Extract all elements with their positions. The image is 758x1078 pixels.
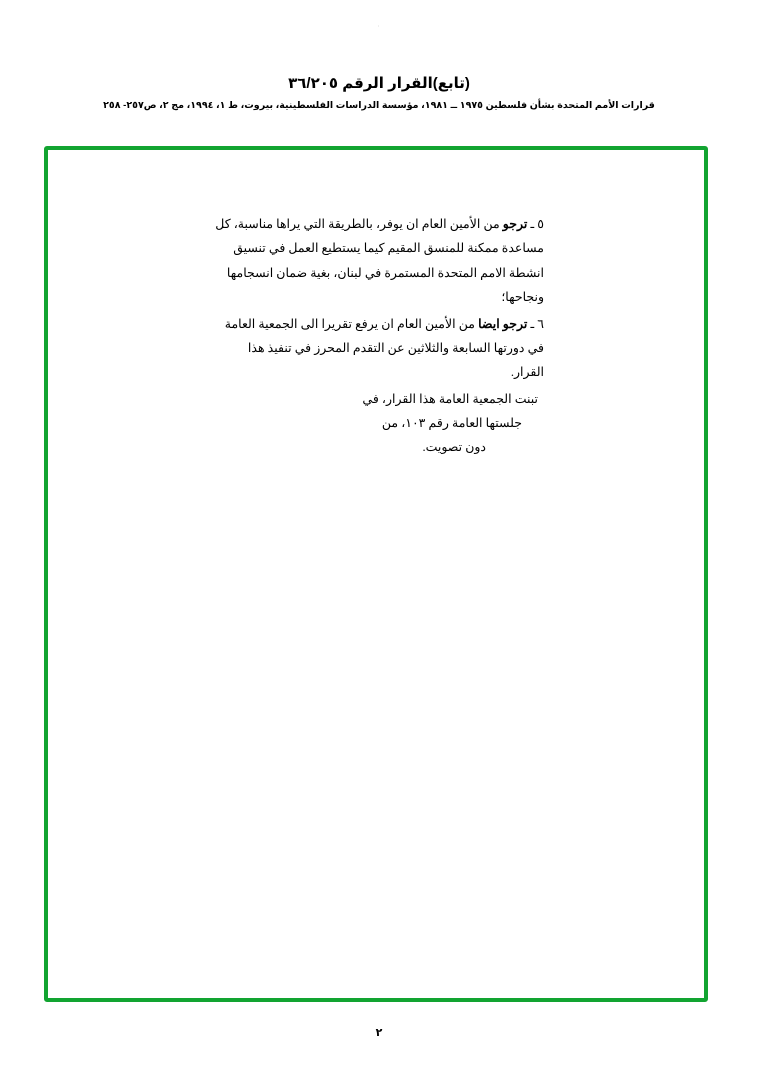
adoption-note: [214, 387, 544, 460]
adoption-note-line-1: تبنت الجمعية العامة هذا القرار، في: [362, 391, 538, 406]
paragraph-5: [214, 212, 544, 310]
green-border-frame: [44, 146, 708, 1002]
resolution-body: [214, 212, 544, 460]
top-edge-mark: ·: [377, 22, 381, 31]
page-header: [0, 74, 758, 111]
paragraph-6-number: ٦ ـ: [530, 316, 544, 331]
paragraph-5-text: من الأمين العام ان يوفر، بالطريقة التي يراها مناسبة، كل مساعدة ممكنة للمنسق المقيم كيما يستطيع العمل في تنسيق انشطة الامم المتحدة المستمرة في لبنان، بغية ضمان انسجامها ونجاحها؛: [215, 217, 544, 305]
adoption-note-line-3: دون تصويت.: [422, 440, 486, 455]
paragraph-6: [214, 312, 544, 385]
paragraph-5-number: ٥ ـ: [530, 217, 544, 231]
source-citation: قرارات الأمم المتحدة بشأن فلسطين ١٩٧٥ ــ ١٩٨١، مؤسسة الدراسات الفلسطينية، بيروت، ط ١، ١٩٩٤، مج ٢، ص٢٥٧- ٢٥٨: [103, 100, 655, 111]
page-title: (تابع)القرار الرقم ٣٦/٢٠٥: [288, 75, 470, 92]
paragraph-6-lead: ترجو ايضا: [478, 316, 528, 331]
paragraph-5-lead: ترجو: [502, 217, 528, 231]
paragraph-6-text: من الأمين العام ان يرفع تقريرا الى الجمعية العامة في دورتها السابعة والثلاثين عن التقدم المحرز في تنفيذ هذا القرار.: [224, 316, 544, 380]
adoption-note-line-2: جلستها العامة رقم ١٠٣، من: [381, 416, 522, 430]
page-number: ٢: [375, 1027, 383, 1039]
